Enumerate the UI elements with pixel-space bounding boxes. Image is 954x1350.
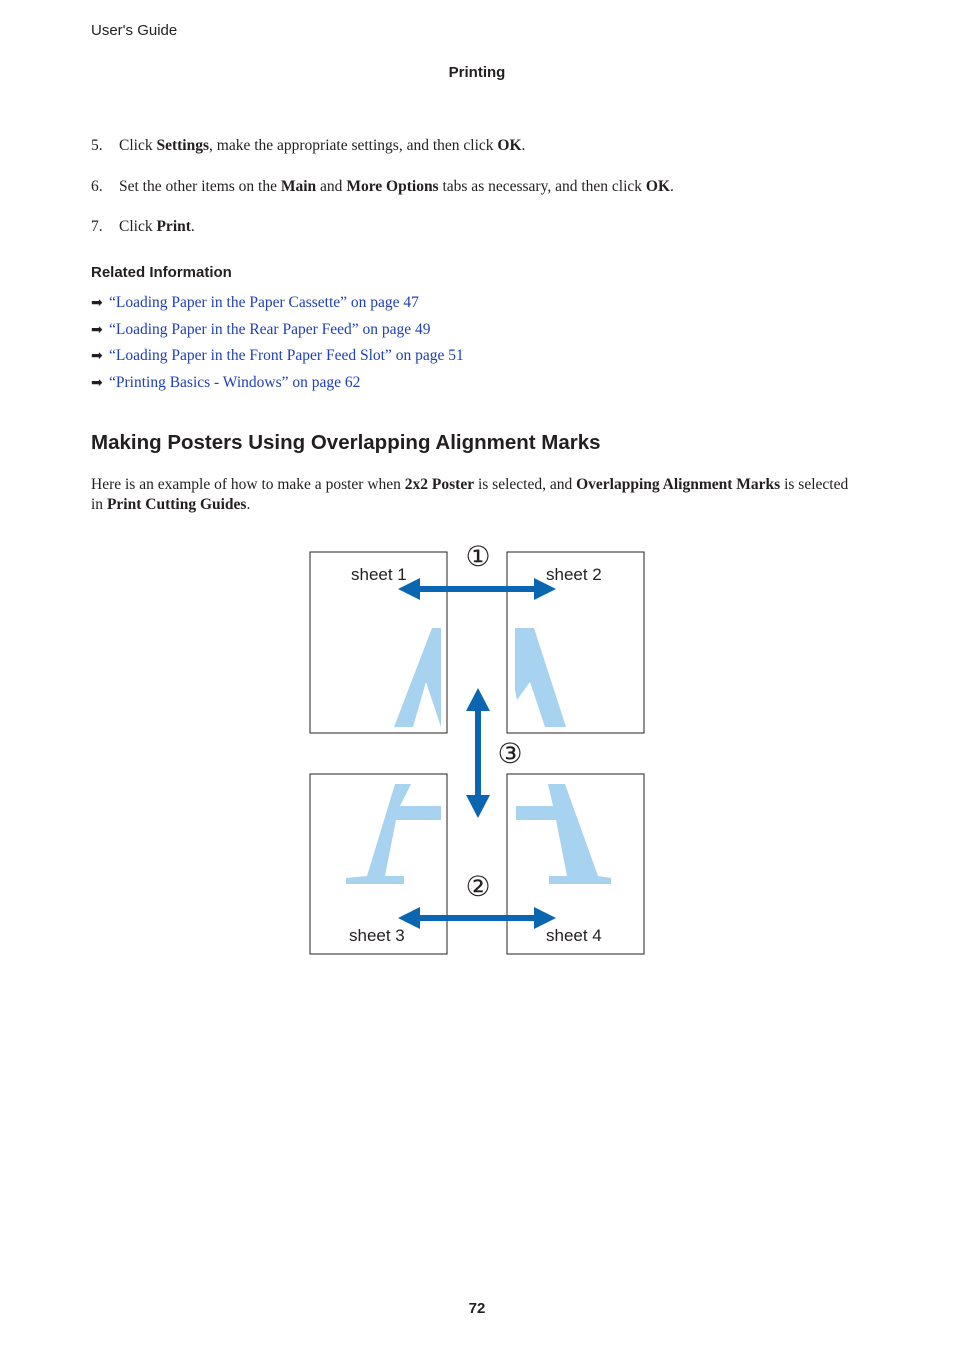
step-text: Click bbox=[119, 137, 157, 154]
ui-term-overlapping-alignment-marks: Overlapping Alignment Marks bbox=[576, 476, 781, 493]
step-number: 6. bbox=[91, 178, 103, 195]
running-header-guide-title: User's Guide bbox=[91, 22, 178, 39]
step-number: 5. bbox=[91, 137, 103, 154]
link-arrow-icon: ➡ bbox=[91, 348, 103, 364]
ui-term-ok: OK bbox=[645, 178, 671, 195]
sheet-4-label: sheet 4 bbox=[546, 926, 602, 945]
ui-term-main: Main bbox=[280, 178, 317, 195]
section-heading: Making Posters Using Overlapping Alignment Marks bbox=[91, 431, 601, 454]
sheet-3-label: sheet 3 bbox=[349, 926, 405, 945]
step-text: and bbox=[316, 178, 347, 195]
link-arrow-icon: ➡ bbox=[91, 375, 103, 391]
intro-text: is selected in bbox=[91, 476, 849, 513]
running-header-section: Printing bbox=[448, 64, 506, 81]
step-marker-1: ① bbox=[465, 541, 491, 572]
related-link-front-paper-feed-slot[interactable]: “Loading Paper in the Front Paper Feed Slot” on page 51 bbox=[109, 347, 464, 364]
intro-text: is selected, and bbox=[474, 476, 577, 493]
double-arrow-vertical bbox=[466, 688, 490, 818]
intro-text: Here is an example of how to make a poster when bbox=[91, 476, 405, 493]
ui-term-settings: Settings bbox=[156, 137, 210, 154]
ui-term-ok: OK bbox=[497, 137, 522, 154]
step-marker-3: ③ bbox=[497, 738, 523, 769]
related-information-title: Related Information bbox=[91, 264, 232, 281]
step-marker-2: ② bbox=[465, 871, 491, 902]
link-arrow-icon: ➡ bbox=[91, 295, 103, 311]
step-text: Click bbox=[119, 218, 157, 235]
ui-term-print-cutting-guides: Print Cutting Guides bbox=[106, 496, 247, 513]
sheet-1-label: sheet 1 bbox=[351, 565, 407, 584]
intro-text: . bbox=[246, 496, 251, 513]
step-text: , make the appropriate settings, and then click bbox=[209, 137, 498, 154]
ui-term-2x2-poster: 2x2 Poster bbox=[404, 476, 475, 493]
step-text: . bbox=[521, 137, 526, 154]
step-text: . bbox=[670, 178, 674, 195]
step-text: . bbox=[190, 218, 195, 235]
ui-term-more-options: More Options bbox=[346, 178, 439, 195]
sheet-2-label: sheet 2 bbox=[546, 565, 602, 584]
link-arrow-icon: ➡ bbox=[91, 322, 103, 338]
step-text: Set the other items on the bbox=[119, 178, 281, 195]
page-number: 72 bbox=[468, 1300, 486, 1317]
step-text: tabs as necessary, and then click bbox=[438, 178, 646, 195]
related-link-rear-paper-feed[interactable]: “Loading Paper in the Rear Paper Feed” on page 49 bbox=[109, 321, 431, 338]
step-number: 7. bbox=[91, 218, 103, 235]
related-link-paper-cassette[interactable]: “Loading Paper in the Paper Cassette” on page 47 bbox=[109, 294, 419, 311]
ui-term-print: Print bbox=[156, 218, 191, 235]
related-link-printing-basics-windows[interactable]: “Printing Basics - Windows” on page 62 bbox=[109, 374, 361, 391]
